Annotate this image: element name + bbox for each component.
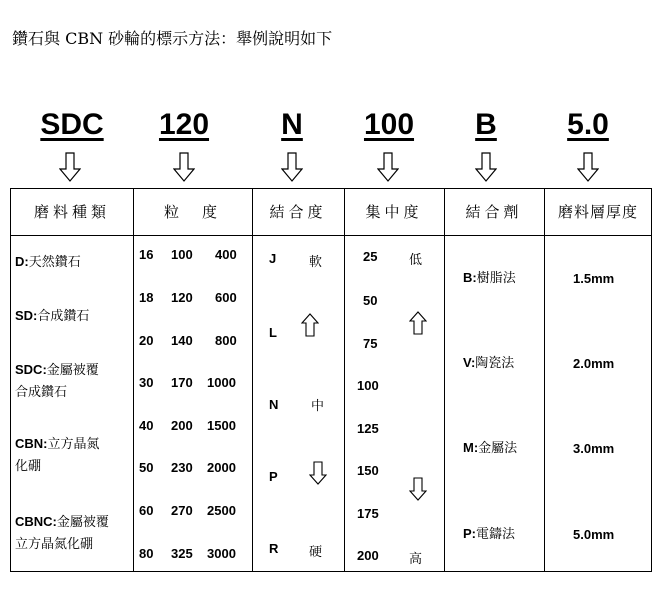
- header-bond: 結合劑: [465, 203, 523, 221]
- bond-item: B:樹脂法: [463, 270, 516, 286]
- down-arrow-icon: [377, 152, 399, 182]
- grit-value: 18: [139, 290, 154, 305]
- concentration-low: 低: [409, 253, 423, 268]
- grit-value: 600: [215, 290, 237, 305]
- bond-item: P:電鑄法: [463, 526, 516, 542]
- grit-value: 800: [215, 333, 237, 348]
- bond-item: V:陶瓷法: [463, 355, 515, 371]
- grit-value: 3000: [207, 546, 236, 561]
- grit-value: 80: [139, 546, 154, 561]
- grade-soft: 軟: [309, 255, 323, 270]
- down-arrow-icon: [309, 461, 327, 485]
- concentration-value: 75: [363, 336, 378, 351]
- grade-letter: P: [269, 469, 278, 484]
- down-arrow-icon: [281, 152, 303, 182]
- grade-letter: R: [269, 541, 279, 556]
- grit-value: 120: [171, 290, 193, 305]
- header-concentration: 集中度: [365, 203, 423, 221]
- grit-value: 100: [171, 247, 193, 262]
- grit-value: 400: [215, 247, 237, 262]
- grit-value: 1000: [207, 375, 236, 390]
- grit-value: 1500: [207, 418, 236, 433]
- down-arrow-icon: [59, 152, 81, 182]
- code-thickness: 5.0: [567, 108, 609, 141]
- grade-letter: N: [269, 397, 279, 412]
- concentration-value: 125: [357, 421, 379, 436]
- abrasive-item: CBN:立方晶氮 化硼: [15, 436, 100, 474]
- page-title: 鑽石與 CBN 砂輪的標示方法：舉例說明如下: [12, 29, 333, 48]
- thickness-value: 1.5mm: [573, 271, 615, 286]
- grit-value: 140: [171, 333, 193, 348]
- code-bond: B: [475, 108, 497, 141]
- grit-value: 16: [139, 247, 154, 262]
- concentration-high: 高: [409, 552, 423, 567]
- grade-medium: 中: [311, 399, 325, 414]
- code-grit: 120: [158, 108, 210, 141]
- grit-value: 230: [171, 460, 193, 475]
- up-arrow-icon: [409, 311, 427, 335]
- grit-value: 20: [139, 333, 154, 348]
- up-arrow-icon: [301, 313, 319, 337]
- header-grade: 結合度: [269, 203, 327, 221]
- abrasive-item: CBNC:金屬被覆 立方晶氮化硼: [15, 514, 109, 552]
- bond-item: M:金屬法: [463, 440, 518, 456]
- grade-letter: J: [269, 251, 277, 266]
- header-abrasive: 磨料種類: [33, 203, 110, 221]
- down-arrow-icon: [409, 477, 427, 501]
- down-arrow-icon: [577, 152, 599, 182]
- down-arrow-icon: [173, 152, 195, 182]
- header-grit: 粒 度: [163, 203, 221, 221]
- code-grade: N: [281, 108, 303, 141]
- thickness-value: 2.0mm: [573, 356, 615, 371]
- grit-value: 170: [171, 375, 193, 390]
- grade-letter: L: [269, 325, 277, 340]
- grit-value: 30: [139, 375, 154, 390]
- concentration-value: 175: [357, 506, 379, 521]
- concentration-value: 50: [363, 293, 378, 308]
- grit-value: 50: [139, 460, 154, 475]
- concentration-value: 100: [357, 378, 379, 393]
- abrasive-item: SDC:金屬被覆 合成鑽石: [15, 362, 99, 400]
- down-arrow-icon: [475, 152, 497, 182]
- grit-value: 60: [139, 503, 154, 518]
- abrasive-item: D:天然鑽石: [15, 254, 81, 270]
- concentration-value: 150: [357, 463, 379, 478]
- thickness-value: 3.0mm: [573, 441, 615, 456]
- grit-value: 2000: [207, 460, 236, 475]
- grade-hard: 硬: [309, 545, 323, 560]
- concentration-value: 200: [357, 548, 379, 563]
- concentration-value: 25: [363, 249, 378, 264]
- code-abrasive: SDC: [40, 108, 104, 141]
- grit-value: 200: [171, 418, 193, 433]
- abrasive-item: SD:合成鑽石: [15, 308, 90, 324]
- spec-table: [10, 188, 652, 572]
- code-concentration: 100: [363, 108, 415, 141]
- grit-value: 270: [171, 503, 193, 518]
- grit-value: 40: [139, 418, 154, 433]
- grit-value: 325: [171, 546, 193, 561]
- grit-value: 2500: [207, 503, 236, 518]
- thickness-value: 5.0mm: [573, 527, 615, 542]
- header-thickness: 磨料層厚度: [557, 203, 638, 221]
